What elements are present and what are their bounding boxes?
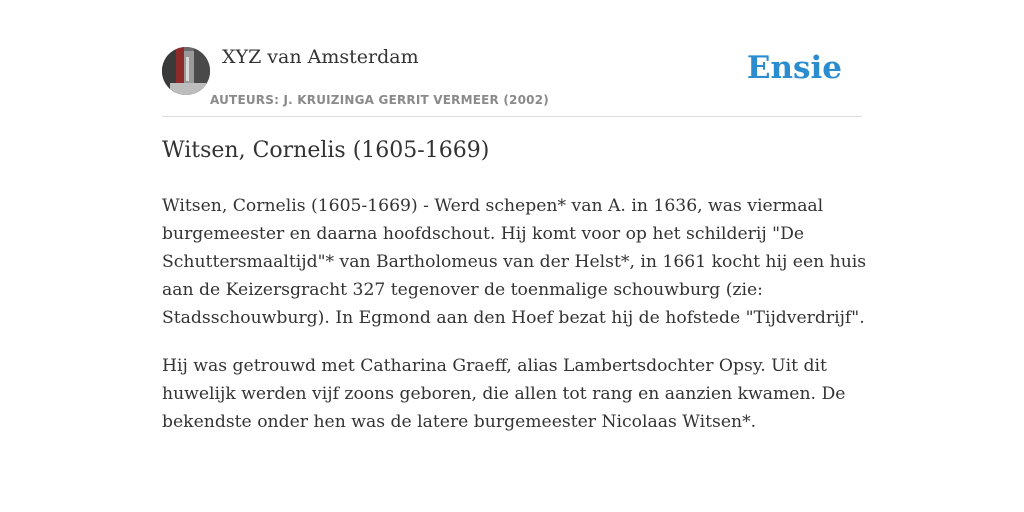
brand-logo[interactable]: Ensie (746, 50, 842, 86)
text-line: Schuttersmaaltijd"* van Bartholomeus van der Helst*, in 1661 kocht hij een huis (162, 252, 867, 272)
paragraph (162, 192, 867, 332)
text-line: bekendste onder hen was de latere burgemeester Nicolaas Witsen*. (162, 412, 757, 432)
authors-line: AUTEURS: J. KRUIZINGA GERRIT VERMEER (2002) (210, 93, 549, 107)
article-body (162, 192, 867, 456)
paragraph (162, 352, 862, 436)
header (162, 44, 862, 117)
text-line: huwelijk werden vijf zoons geboren, die allen tot rang en aanzien kwamen. De (162, 384, 846, 404)
text-line: aan de Keizersgracht 327 tegenover de toenmalige schouwburg (zie: (162, 280, 763, 300)
avatar[interactable] (162, 47, 210, 95)
text-line: Witsen, Cornelis (1605-1669) - Werd schepen* van A. in 1636, was viermaal (162, 196, 824, 216)
text-line: Stadsschouwburg). In Egmond aan den Hoef bezat hij de hofstede "Tijdverdrijf". (162, 308, 865, 328)
source-name[interactable]: XYZ van Amsterdam (222, 46, 419, 68)
avatar-photo-icon (162, 47, 210, 95)
text-line: burgemeester en daarna hoofdschout. Hij komt voor op het schilderij "De (162, 224, 805, 244)
page-title: Witsen, Cornelis (1605-1669) (162, 138, 490, 163)
text-line: Hij was getrouwd met Catharina Graeff, alias Lambertsdochter Opsy. Uit dit (162, 356, 827, 376)
